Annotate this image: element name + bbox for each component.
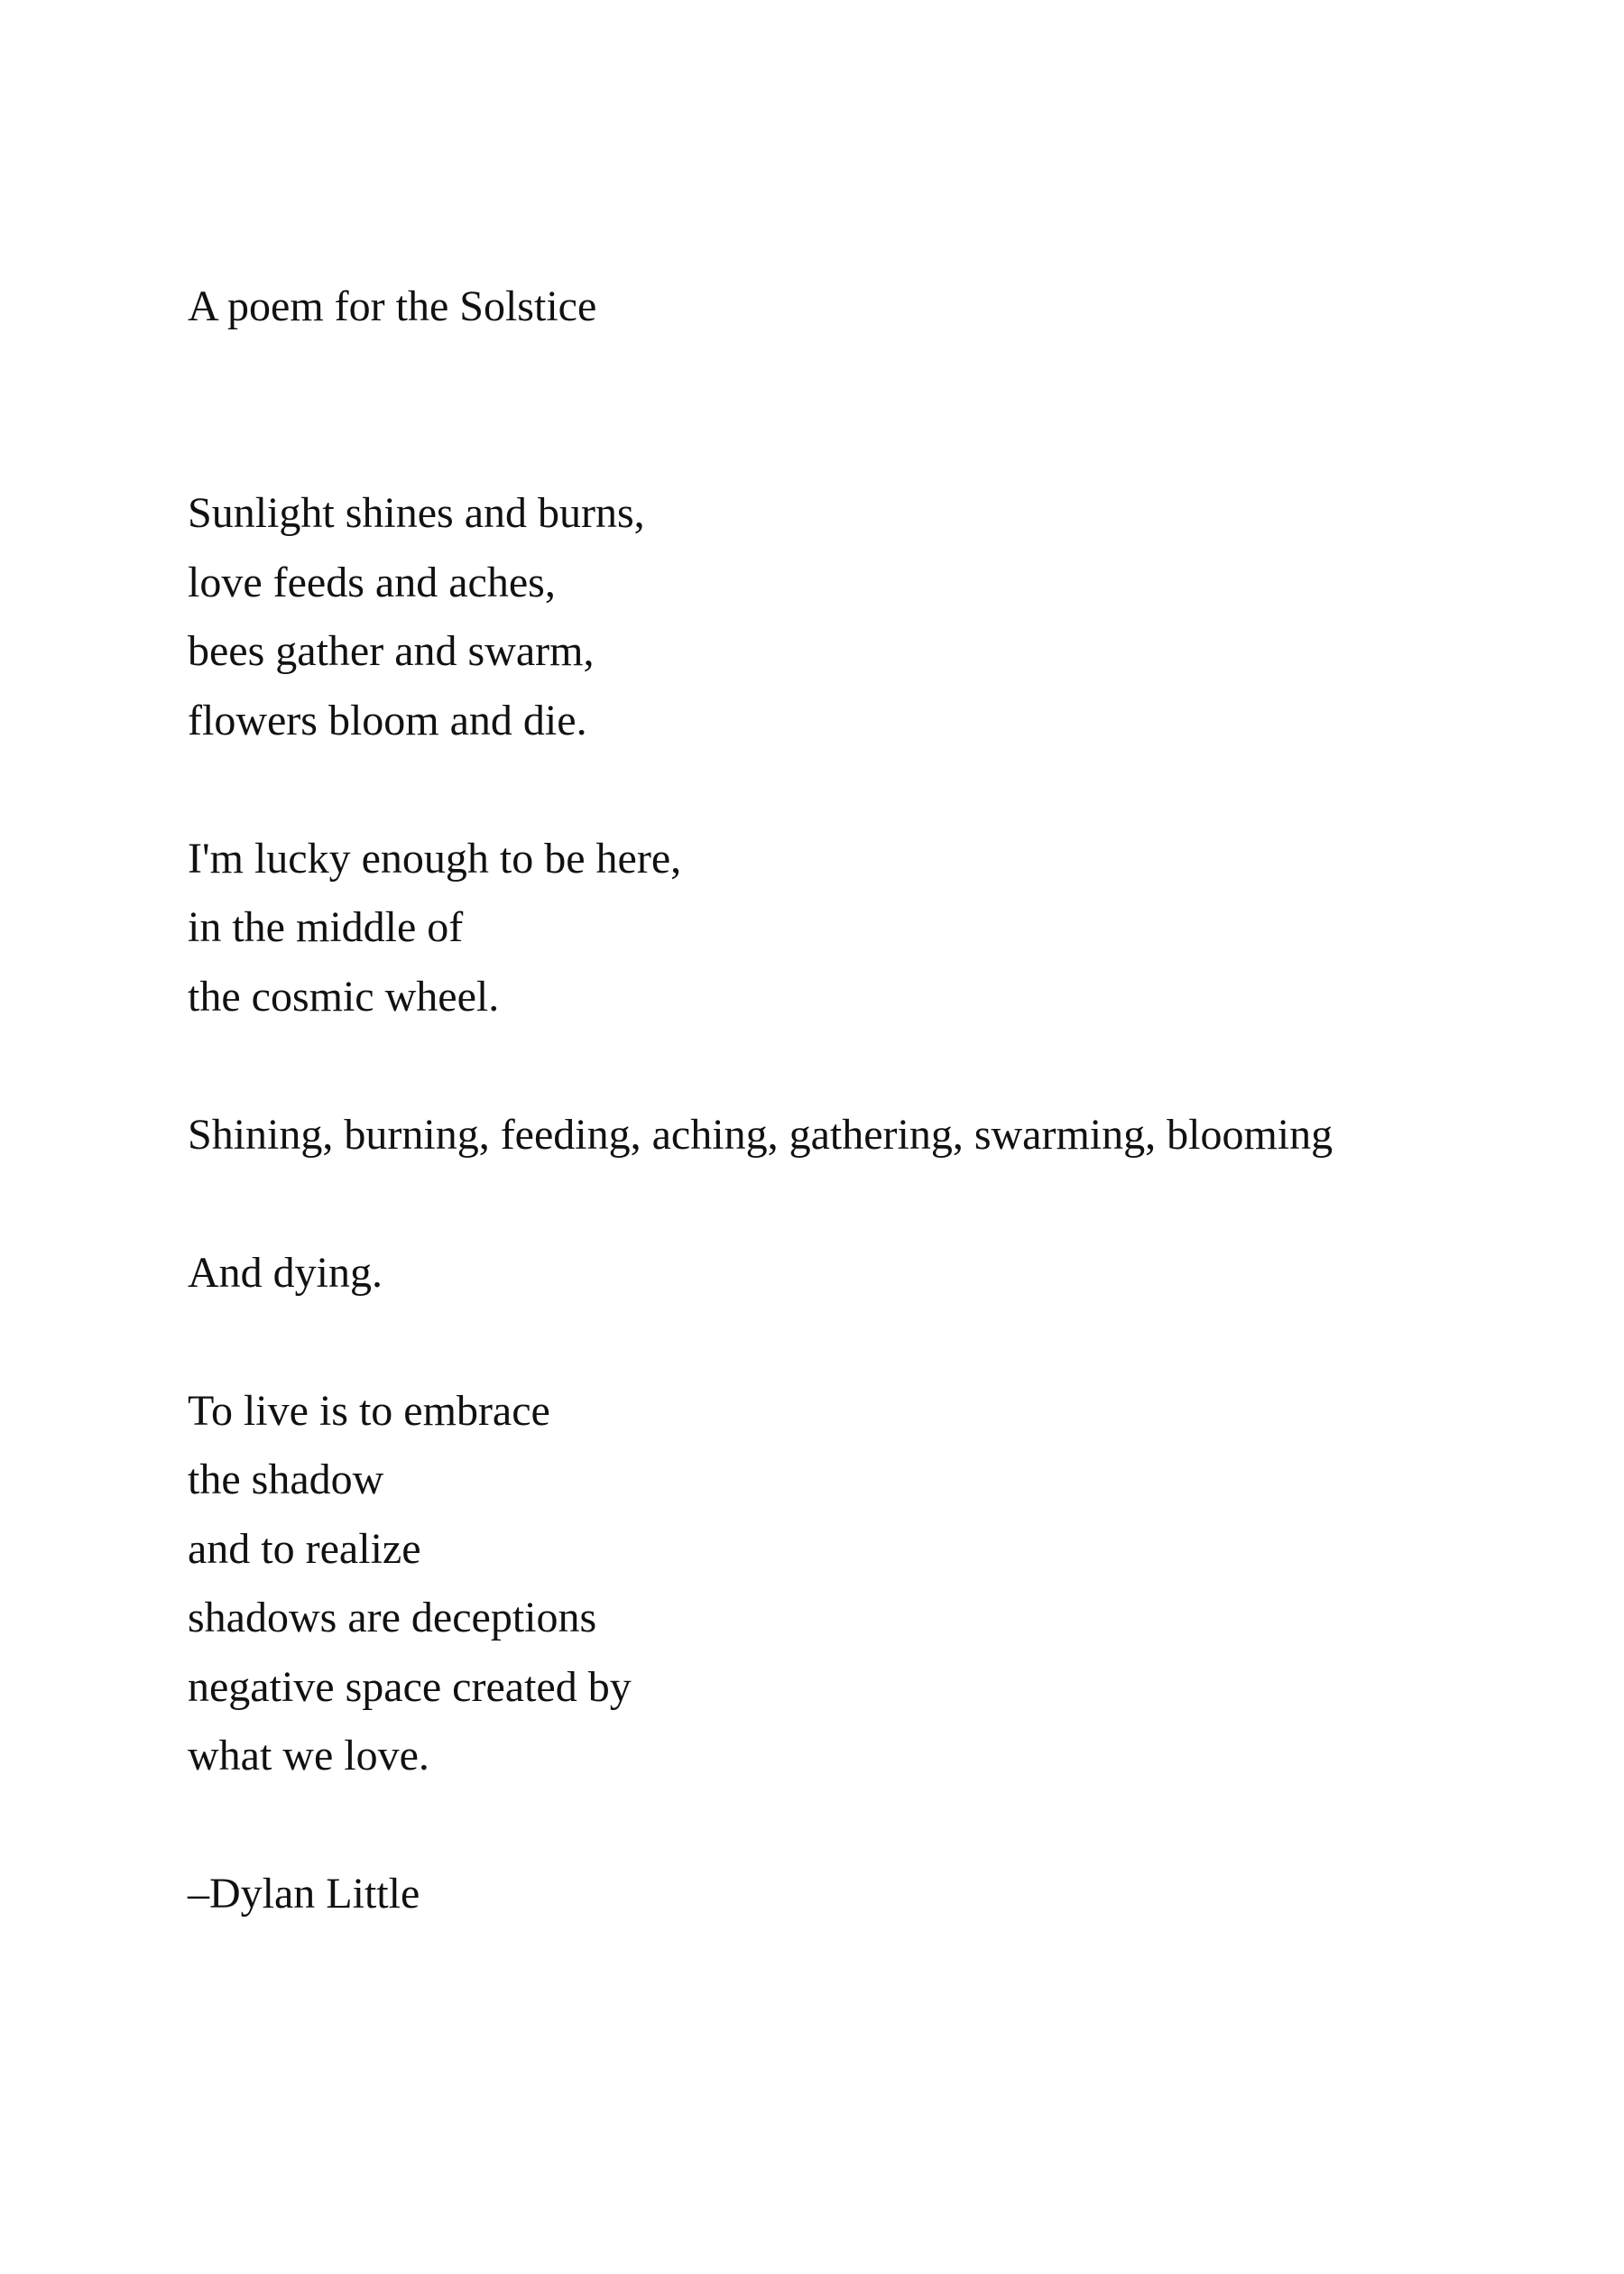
stanza-1: [188, 479, 1333, 755]
poem-line: what we love.: [188, 1732, 429, 1779]
poem-line: Shining, burning, feeding, aching, gathering, swarming, blooming: [188, 1110, 1333, 1159]
author-signature: –Dylan Little: [188, 1870, 420, 1918]
poem-title: A poem for the Solstice: [188, 282, 597, 330]
poem-body: [188, 479, 1333, 1929]
poem-line: shadows are deceptions: [188, 1594, 597, 1641]
stanza-3: [188, 1101, 1333, 1170]
poem-line: I'm lucky enough to be here,: [188, 834, 682, 883]
stanza-4: [188, 1239, 1333, 1308]
stanza-5: [188, 1377, 1333, 1791]
stanza-2: [188, 825, 1333, 1032]
poem-line: flowers bloom and die.: [188, 696, 587, 744]
poem-line: And dying.: [188, 1248, 383, 1297]
poem-line: To live is to embrace: [188, 1386, 550, 1435]
poem-line: the shadow: [188, 1456, 384, 1503]
poem-line: negative space created by: [188, 1662, 632, 1711]
poem-line: bees gather and swarm,: [188, 627, 595, 675]
poem-line: and to realize: [188, 1524, 421, 1573]
poem-line: the cosmic wheel.: [188, 972, 500, 1021]
poem-line: in the middle of: [188, 903, 464, 951]
poem-line: love feeds and aches,: [188, 558, 556, 606]
poem-line: Sunlight shines and burns,: [188, 489, 645, 537]
